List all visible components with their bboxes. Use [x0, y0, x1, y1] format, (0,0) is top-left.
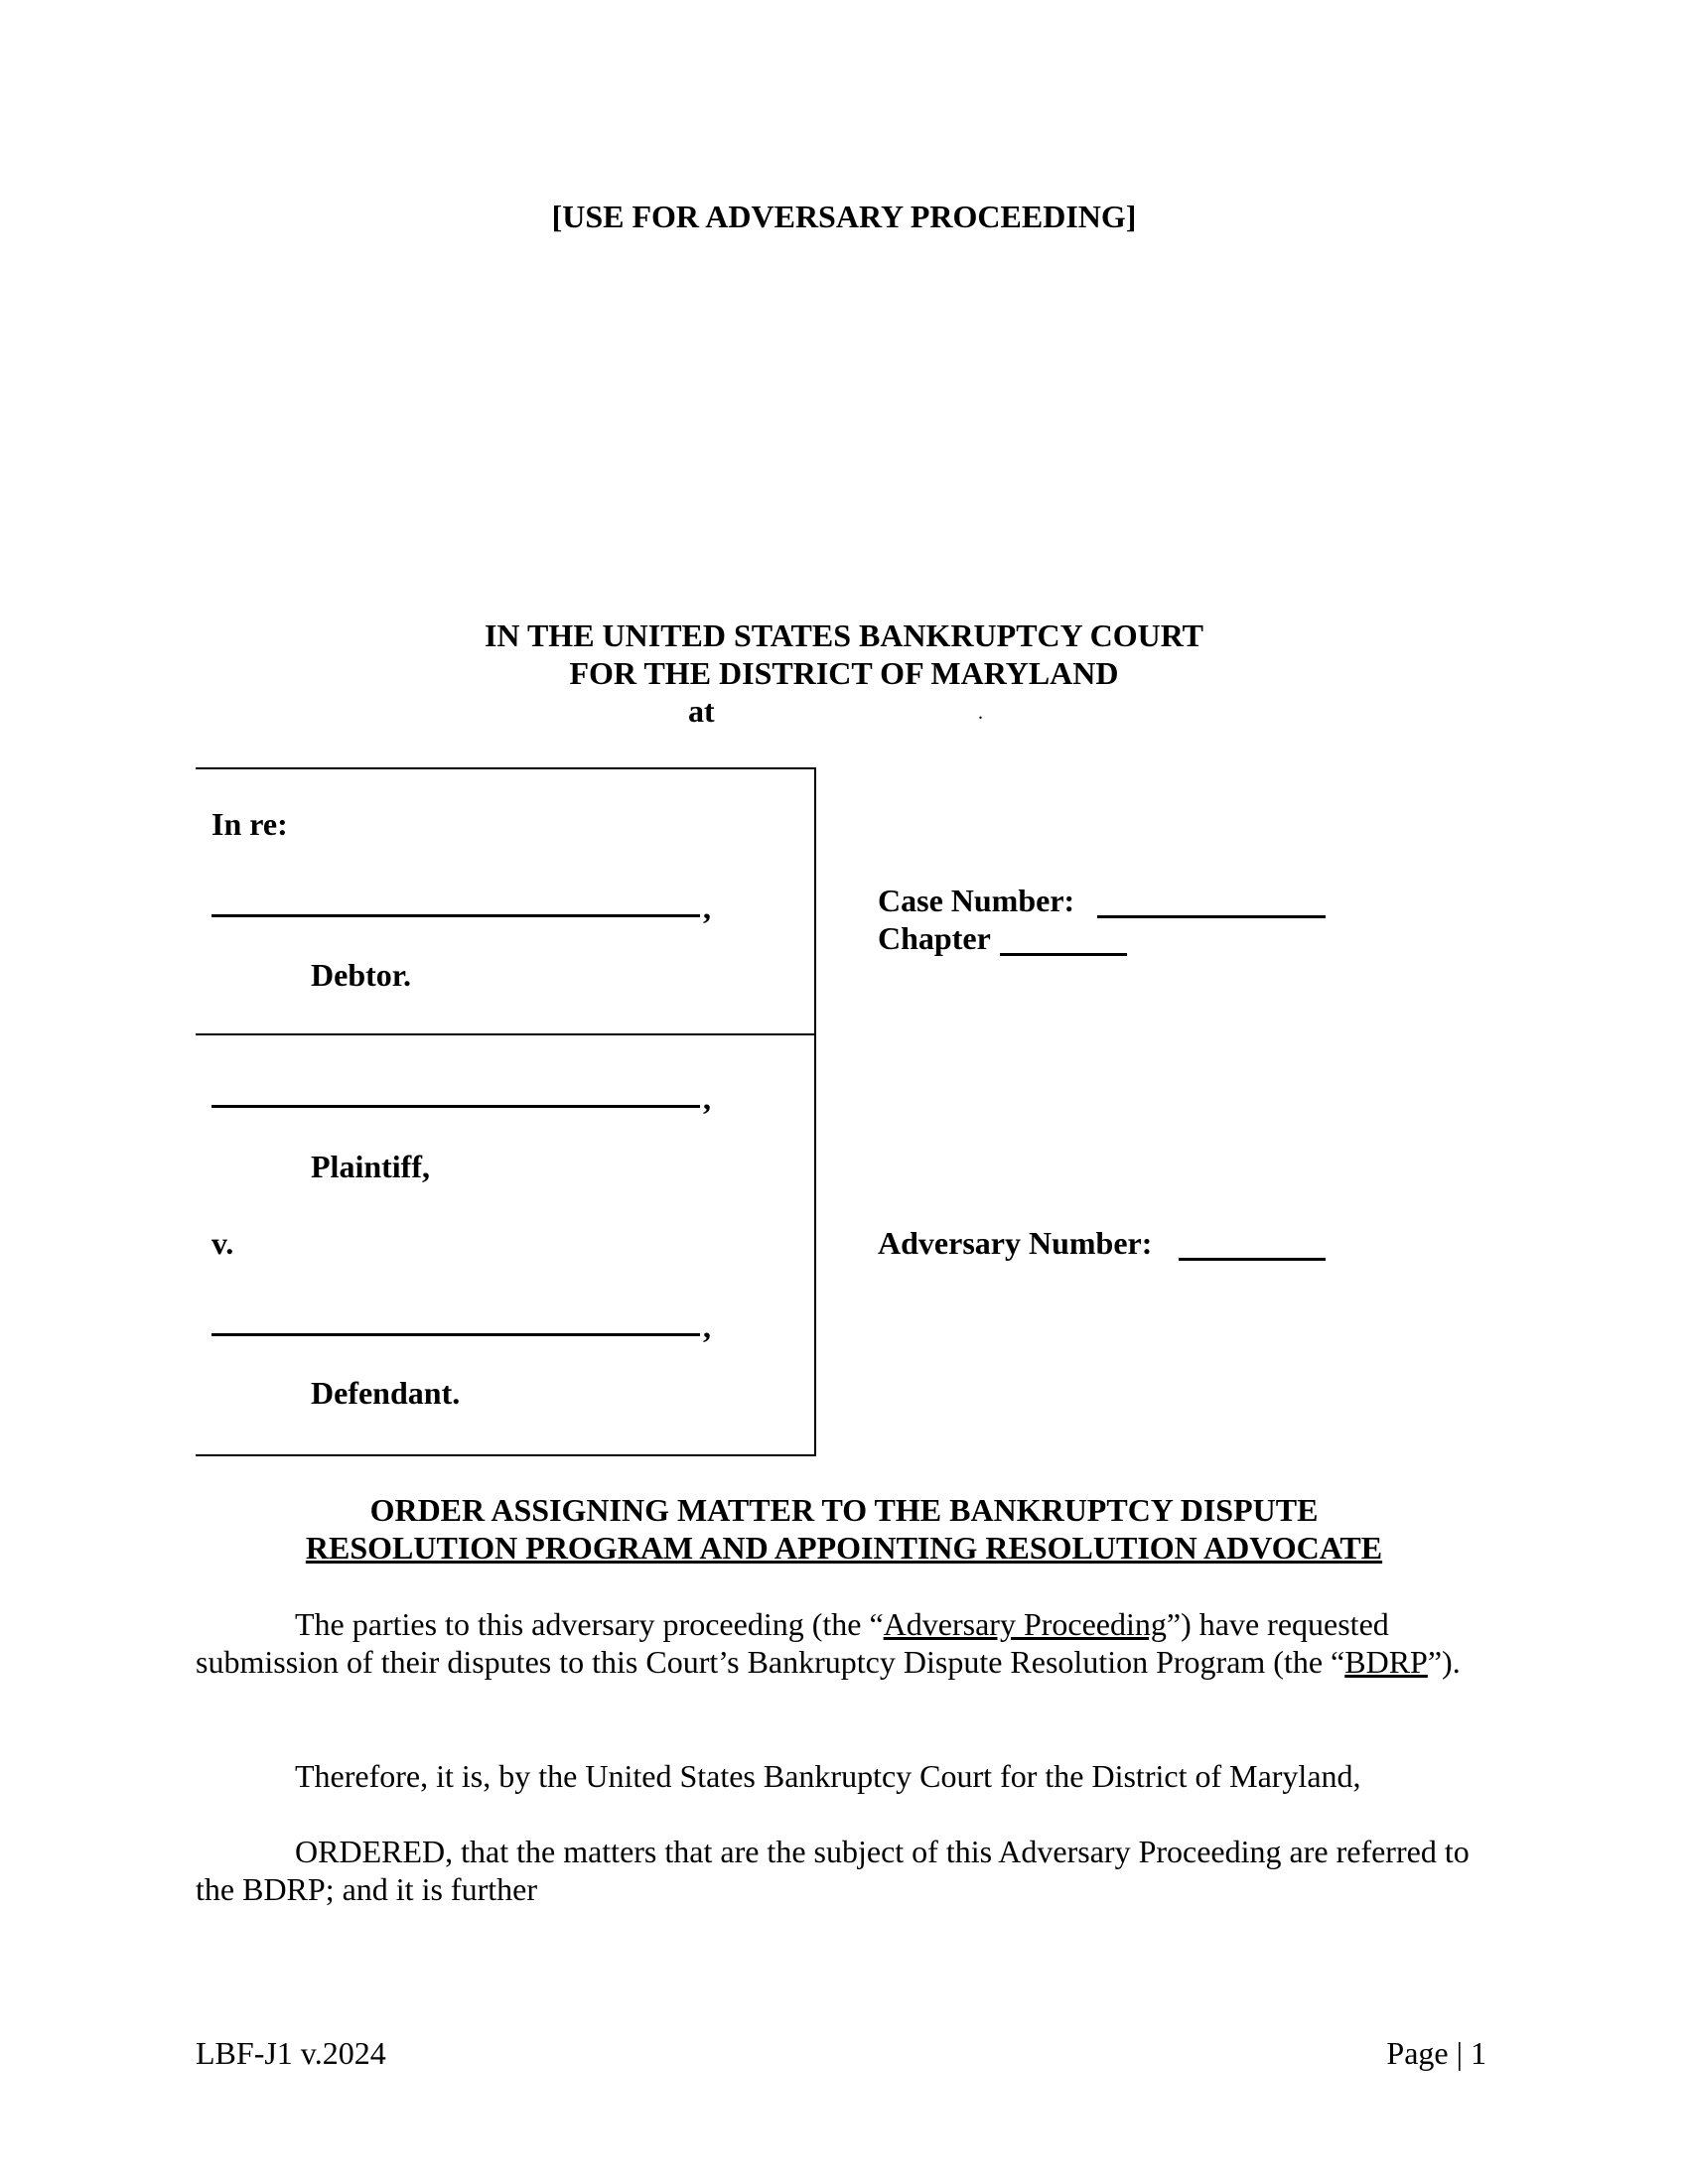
adversary-number-label: Adversary Number: — [878, 1225, 1153, 1261]
in-re-label: In re: — [211, 806, 288, 842]
order-title-line-2: RESOLUTION PROGRAM AND APPOINTING RESOLUTION ADVOCATE — [305, 1530, 1383, 1566]
caption-divider — [196, 1033, 816, 1035]
adversary-number-blank[interactable] — [1179, 1258, 1326, 1261]
plaintiff-name-blank[interactable] — [211, 1105, 700, 1108]
defendant-label: Defendant. — [311, 1375, 461, 1411]
footer-page-number: Page | 1 — [1386, 2035, 1486, 2071]
case-number-label: Case Number: — [878, 883, 1075, 918]
plaintiff-label: Plaintiff, — [311, 1149, 430, 1184]
debtor-label: Debtor. — [311, 957, 412, 993]
defendant-comma: , — [703, 1308, 711, 1344]
paragraph-request-text-b: ”) have requested submission of their disputes to this Court’s Bankruptcy Dispute Resolution Program (the “ — [196, 1606, 1389, 1680]
court-name-line-1: IN THE UNITED STATES BANKRUPTCY COURT — [484, 617, 1204, 653]
case-number-blank[interactable] — [1097, 915, 1326, 918]
court-name-line-2: FOR THE DISTRICT OF MARYLAND — [569, 655, 1119, 691]
debtor-comma: , — [703, 889, 711, 925]
chapter-blank[interactable] — [1000, 953, 1127, 956]
court-location-mark: . — [978, 702, 983, 724]
paragraph-request-text-a: The parties to this adversary proceeding (the “ — [295, 1606, 884, 1642]
paragraph-therefore: Therefore, it is, by the United States Bankruptcy Court for the District of Maryland, — [295, 1758, 1361, 1794]
paragraph-ordered: ORDERED, that the matters that are the subject of this Adversary Proceeding are referred to the BDRP; and it is further — [196, 1834, 1470, 1907]
footer-form-id: LBF-J1 v.2024 — [196, 2035, 386, 2071]
defined-term-bdrp: BDRP — [1344, 1644, 1428, 1680]
court-location-at: at — [688, 693, 715, 729]
paragraph-request-text-c: ”). — [1427, 1644, 1461, 1680]
header-note: [USE FOR ADVERSARY PROCEEDING] — [551, 199, 1137, 234]
defined-term-adversary-proceeding: Adversary Proceeding — [883, 1606, 1167, 1642]
defendant-name-blank[interactable] — [211, 1333, 700, 1336]
paragraph-request — [196, 1605, 1486, 1681]
versus-label: v. — [211, 1225, 234, 1261]
caption-box — [196, 767, 816, 1456]
plaintiff-comma: , — [703, 1080, 711, 1116]
order-title-line-1: ORDER ASSIGNING MATTER TO THE BANKRUPTCY DISPUTE — [369, 1492, 1319, 1528]
debtor-name-blank[interactable] — [211, 914, 700, 917]
chapter-label: Chapter — [878, 920, 991, 956]
